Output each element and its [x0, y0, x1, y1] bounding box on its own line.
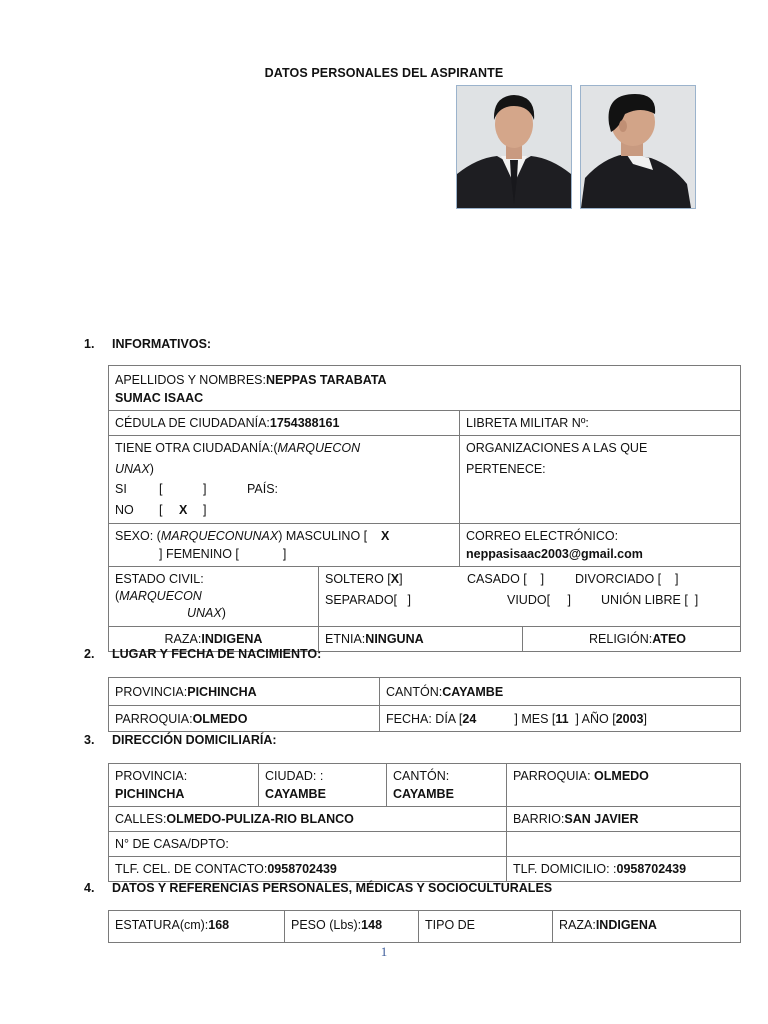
- canton-nac-value: CAYAMBE: [442, 685, 504, 699]
- peso-value: 148: [361, 918, 383, 932]
- provincia-dom-value: PICHINCHA: [115, 787, 185, 801]
- referencias-table: [108, 910, 741, 943]
- etnia-cell: ETNIA:NINGUNA: [319, 627, 523, 652]
- page-number: 1: [380, 944, 388, 959]
- front-photo: [456, 85, 572, 209]
- soltero-mark: X: [390, 572, 400, 586]
- section-3-heading: [84, 733, 277, 747]
- ciudad-dom-value: CAYAMBE: [265, 787, 326, 801]
- nacimiento-table: [108, 677, 741, 732]
- section-4-title: DATOS Y REFERENCIAS PERSONALES, MÉDICAS Y SOCIOCULTURALES: [112, 881, 553, 895]
- tlf-domicilio-value: 0958702439: [616, 862, 687, 876]
- estado-civil-cell: ESTADO CIVIL: (MARQUECON UNAX): [109, 567, 319, 627]
- section-3-title: DIRECCIÓN DOMICILIARÍA:: [112, 733, 277, 747]
- parroquia-nac-cell: PARROQUIA:OLMEDO: [109, 706, 380, 732]
- calles-cell: CALLES:OLMEDO-PULIZA-RIO BLANCO: [109, 807, 507, 832]
- parroquia-dom-value: OLMEDO: [594, 769, 649, 783]
- section-2-heading: [84, 647, 321, 661]
- masculino-mark: X: [381, 529, 390, 543]
- section-1-title: INFORMATIVOS:: [112, 337, 212, 351]
- calles-value: OLMEDO-PULIZA-RIO BLANCO: [166, 812, 354, 826]
- cedula-value: 1754388161: [269, 416, 340, 430]
- section-2-title: LUGAR Y FECHA DE NACIMIENTO:: [112, 647, 322, 661]
- document-title: DATOS PERSONALES DEL ASPIRANTE: [264, 66, 504, 80]
- provincia-nac-cell: PROVINCIA:PICHINCHA: [109, 678, 380, 706]
- direccion-table: [108, 763, 741, 882]
- dia-value: 24: [462, 712, 477, 726]
- provincia-nac-value: PICHINCHA: [187, 685, 257, 699]
- peso-cell: PESO (Lbs):148: [285, 911, 419, 943]
- sexo-cell: SEXO: (MARQUECONUNAX) MASCULINO [ X ] FEMENINO [ ]: [109, 524, 460, 567]
- si-label: SI: [115, 482, 127, 496]
- correo-value: neppasisaac2003@gmail.com: [466, 547, 643, 561]
- section-4-number: 4.: [84, 881, 95, 895]
- name-value: NEPPAS TARABATA: [265, 373, 387, 387]
- raza-value: INDIGENA: [201, 632, 263, 646]
- etnia-value: NINGUNA: [365, 632, 424, 646]
- name-value-2: SUMAC ISAAC: [115, 391, 204, 405]
- mes-value: 11: [555, 712, 569, 726]
- person-profile-photo-icon: [581, 86, 695, 208]
- fecha-nac-cell: FECHA: DÍA [24 ] MES [11 ] AÑO [2003]: [380, 706, 741, 732]
- religion-cell: RELIGIÓN:ATEO: [523, 627, 741, 652]
- section-1-heading: [84, 337, 211, 351]
- raza-cell: RAZA:INDIGENA: [109, 627, 319, 652]
- parroquia-dom-cell: PARROQUIA: OLMEDO: [507, 764, 741, 807]
- canton-dom-cell: CANTÓN: CAYAMBE: [387, 764, 507, 807]
- no-label: NO: [115, 502, 134, 517]
- barrio-cell: BARRIO:SAN JAVIER: [507, 807, 741, 832]
- libreta-cell: LIBRETA MILITAR Nº:: [460, 411, 741, 436]
- profile-photo: [580, 85, 696, 209]
- barrio-value: SAN JAVIER: [564, 812, 639, 826]
- tlf-domicilio-cell: TLF. DOMICILIO: :0958702439: [507, 857, 741, 882]
- section-2-number: 2.: [84, 647, 95, 661]
- tipo-cell: TIPO DE: [419, 911, 553, 943]
- person-front-photo-icon: [457, 86, 571, 208]
- ciudad-dom-cell: CIUDAD: : CAYAMBE: [259, 764, 387, 807]
- estatura-value: 168: [208, 918, 230, 932]
- correo-cell: CORREO ELECTRÓNICO: neppasisaac2003@gmail.com: [460, 524, 741, 567]
- raza-ref-value: INDIGENA: [595, 918, 657, 932]
- religion-value: ATEO: [652, 632, 687, 646]
- casa-cell: N° DE CASA/DPTO:: [109, 832, 507, 857]
- cel-value: 0958702439: [267, 862, 337, 876]
- estatura-cell: ESTATURA(cm):168: [109, 911, 285, 943]
- otra-ciudadania-cell: TIENE OTRA CIUDADANÍA:(MARQUECON UNAX) SI [ ] PAÍS: NO [ X ]: [109, 436, 460, 524]
- informativos-table: [108, 365, 741, 652]
- no-mark: X: [179, 502, 188, 517]
- name-cell: APELLIDOS Y NOMBRES:NEPPAS TARABATA SUMAC ISAAC: [109, 366, 741, 411]
- section-1-number: 1.: [84, 337, 95, 351]
- estado-civil-options-cell: SOLTERO [X] CASADO [ ] DIVORCIADO [ ] SEPARADO[ ] VIUDO[ ] UNIÓN LIBRE [ ]: [319, 567, 741, 627]
- anio-value: 2003: [615, 712, 644, 726]
- section-3-number: 3.: [84, 733, 95, 747]
- cel-cell: TLF. CEL. DE CONTACTO:0958702439: [109, 857, 507, 882]
- pais-label: PAÍS:: [247, 482, 279, 496]
- canton-dom-value: CAYAMBE: [393, 787, 454, 801]
- parroquia-nac-value: OLMEDO: [192, 712, 248, 726]
- section-4-heading: [84, 881, 552, 895]
- organizaciones-cell: ORGANIZACIONES A LAS QUE PERTENECE:: [460, 436, 741, 524]
- provincia-dom-cell: PROVINCIA: PICHINCHA: [109, 764, 259, 807]
- canton-nac-cell: CANTÓN:CAYAMBE: [380, 678, 741, 706]
- casa-empty-cell: [507, 832, 741, 857]
- cedula-cell: CÉDULA DE CIUDADANÍA:1754388161: [109, 411, 460, 436]
- raza-ref-cell: RAZA:INDIGENA: [553, 911, 741, 943]
